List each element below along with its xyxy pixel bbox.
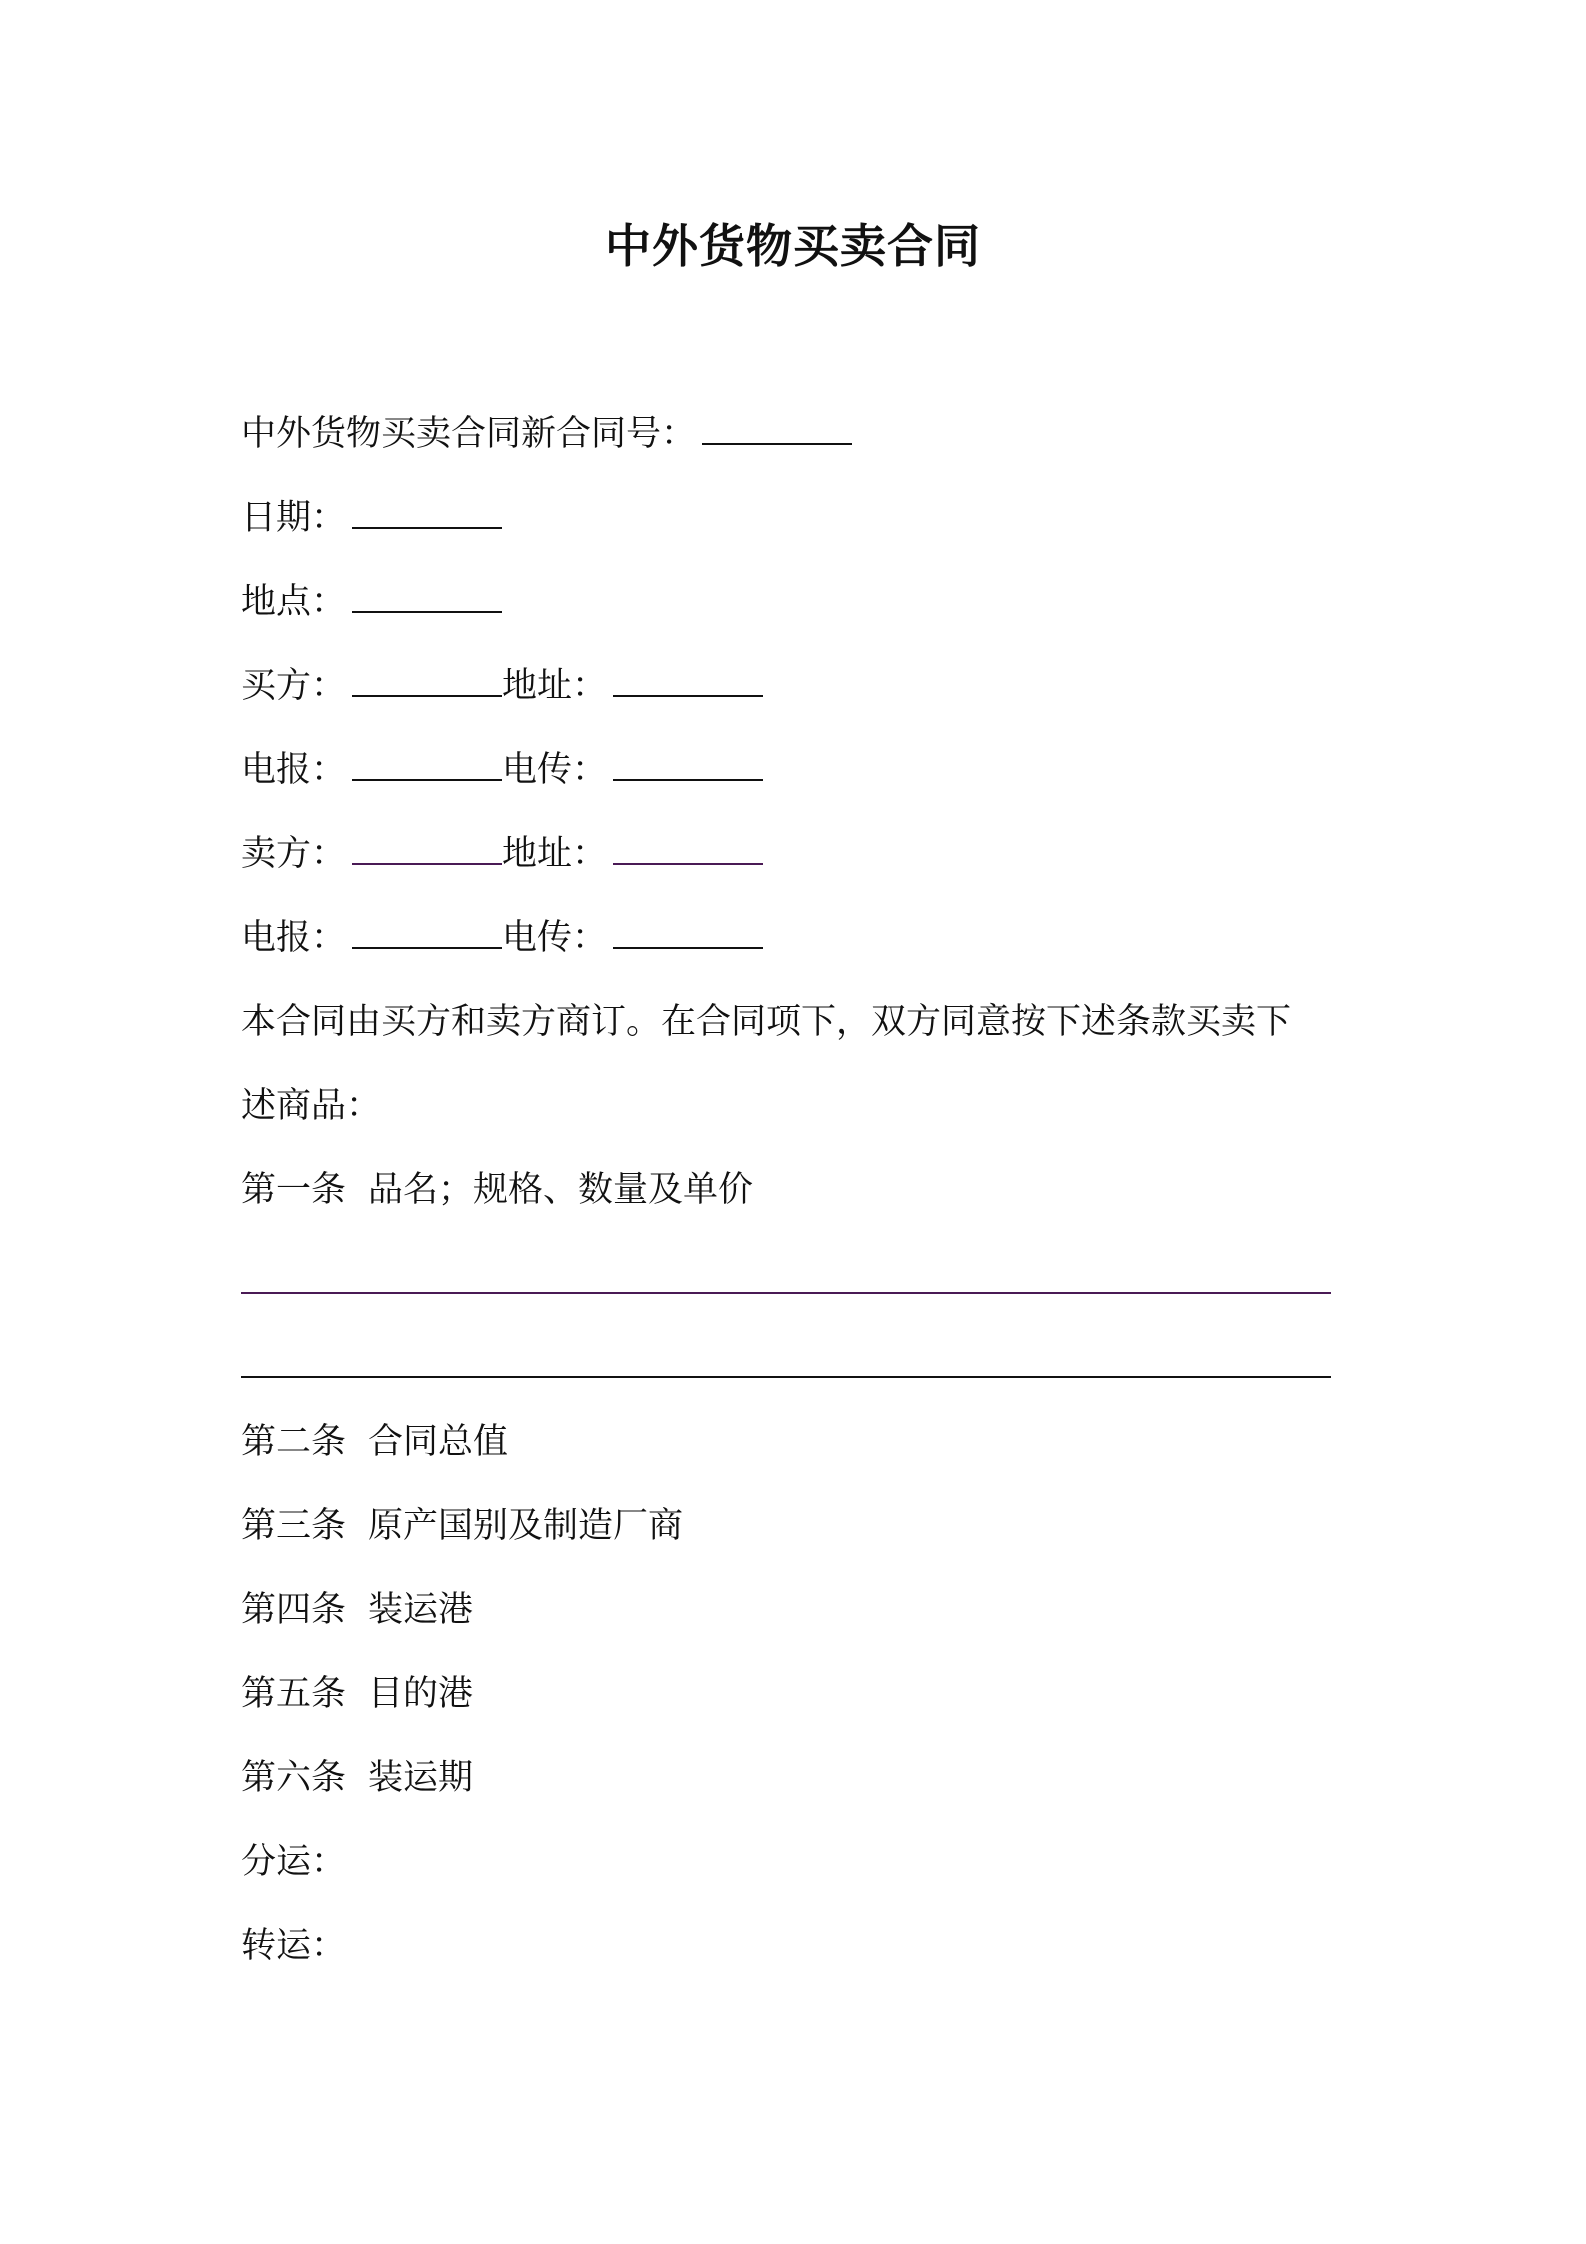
- date-blank[interactable]: [352, 497, 502, 529]
- article-number: 第六条: [241, 1758, 347, 1798]
- seller-fax-label: 电传：: [502, 918, 608, 958]
- article-number: 第四条: [241, 1590, 347, 1630]
- document-title: 中外货物买卖合同: [605, 219, 981, 273]
- intro-paragraph-line-1: 本合同由买方和卖方商订。在合同项下，双方同意按下述条款买卖下: [241, 1002, 1292, 1042]
- article-4: [241, 1585, 473, 1635]
- seller-address-blank[interactable]: [613, 833, 763, 865]
- goods-blank-line-2[interactable]: [241, 1376, 1331, 1378]
- article-number: 第三条: [241, 1506, 347, 1546]
- date-label: 日期：: [241, 498, 347, 538]
- buyer-name-blank[interactable]: [352, 665, 502, 697]
- seller-name-blank[interactable]: [352, 833, 502, 865]
- transshipment-label: 转运：: [241, 1926, 347, 1966]
- article-6: [241, 1753, 473, 1803]
- place-line: [241, 577, 502, 627]
- buyer-telegram-label: 电报：: [241, 750, 347, 790]
- article-text: 装运期: [368, 1758, 474, 1798]
- seller-label: 卖方：: [241, 834, 347, 874]
- article-text: 品名；规格、数量及单价: [368, 1170, 754, 1210]
- buyer-line: [241, 661, 763, 711]
- article-5: [241, 1669, 473, 1719]
- article-1: [241, 1165, 753, 1215]
- article-number: 第一条: [241, 1170, 347, 1210]
- goods-blank-line-1[interactable]: [241, 1292, 1331, 1294]
- seller-telegram-blank[interactable]: [352, 917, 502, 949]
- partial-shipment-label: 分运：: [241, 1842, 347, 1882]
- seller-address-label: 地址：: [502, 834, 608, 874]
- buyer-address-blank[interactable]: [613, 665, 763, 697]
- date-line: [241, 493, 502, 543]
- seller-contact-line: [241, 913, 763, 963]
- buyer-telegram-blank[interactable]: [352, 749, 502, 781]
- article-text: 原产国别及制造厂商: [368, 1506, 684, 1546]
- seller-telegram-label: 电报：: [241, 918, 347, 958]
- place-label: 地点：: [241, 582, 347, 622]
- article-text: 装运港: [368, 1590, 474, 1630]
- buyer-label: 买方：: [241, 666, 347, 706]
- contract-number-label: 中外货物买卖合同新合同号：: [241, 414, 697, 454]
- buyer-fax-blank[interactable]: [613, 749, 763, 781]
- article-3: [241, 1501, 683, 1551]
- article-text: 目的港: [368, 1674, 474, 1714]
- article-text: 合同总值: [368, 1422, 509, 1462]
- place-blank[interactable]: [352, 581, 502, 613]
- buyer-contact-line: [241, 745, 763, 795]
- seller-fax-blank[interactable]: [613, 917, 763, 949]
- buyer-address-label: 地址：: [502, 666, 608, 706]
- buyer-fax-label: 电传：: [502, 750, 608, 790]
- contract-number-blank[interactable]: [702, 413, 852, 445]
- contract-number-line: [241, 409, 852, 459]
- intro-paragraph-line-2: 述商品：: [241, 1086, 382, 1126]
- article-number: 第二条: [241, 1422, 347, 1462]
- seller-line: [241, 829, 763, 879]
- article-number: 第五条: [241, 1674, 347, 1714]
- article-2: [241, 1417, 508, 1467]
